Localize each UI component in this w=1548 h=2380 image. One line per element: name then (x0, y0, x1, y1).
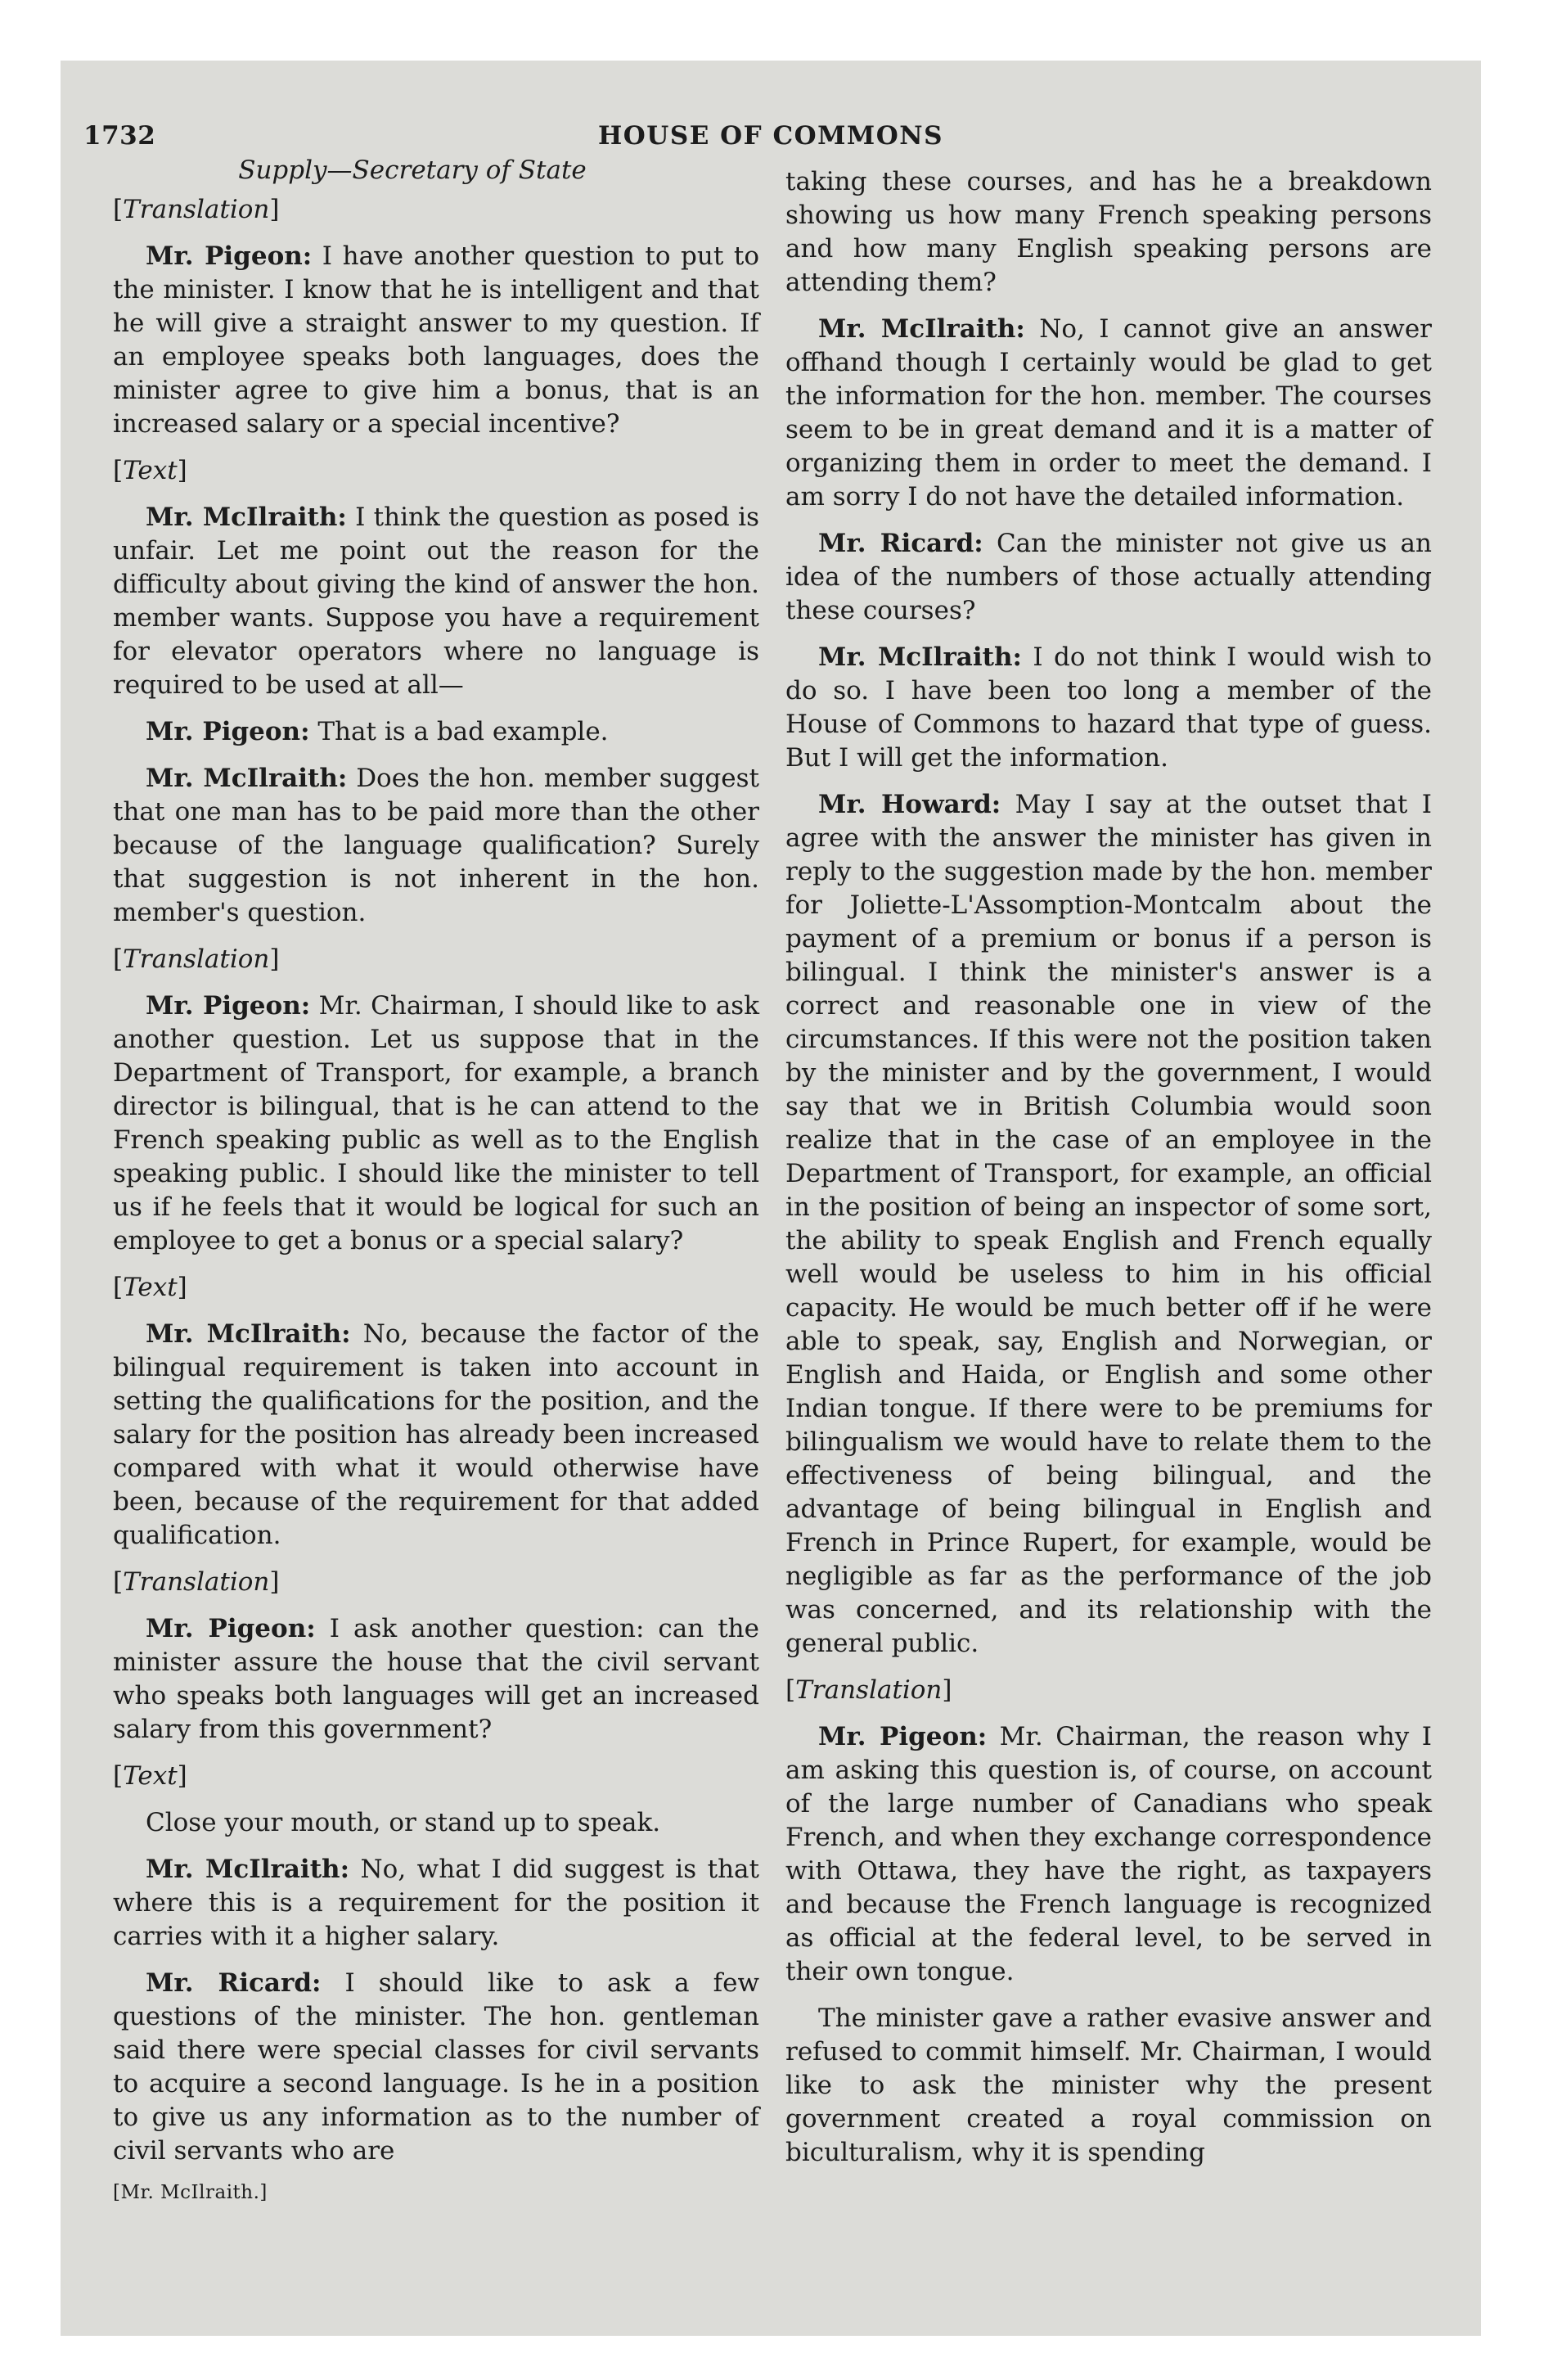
paragraph (113, 1612, 759, 1747)
speech-text: That is a bad example. (309, 717, 609, 746)
speech-text: I think the question as posed is unfair. Let me point out the reason for the difficulty about giving the kind of answer the hon. member wants. Suppose you have a requirement for elevator operators where no language is required to be used at all— (113, 503, 759, 700)
paragraph (113, 1853, 759, 1954)
language-tag: [Text] (113, 1761, 187, 1791)
speech-text: No, because the factor of the bilingual requirement is taken into account in setting the qualifications for the position, and the salary for the position has already been increased compared with what it would otherwise have been, because of the requirement for that added qualification. (113, 1319, 759, 1550)
speech-text: No, I cannot give an answer offhand though I certainly would be glad to get the information for the hon. member. The courses seem to be in great demand and it is a matter of organizing them in order to meet the demand. I am sorry I do not have the detailed information. (785, 314, 1432, 512)
paragraph (785, 527, 1432, 628)
paragraph (113, 501, 759, 702)
language-tag: [Translation] (113, 1567, 280, 1597)
section-title: Supply—Secretary of State (238, 156, 587, 185)
speaker-name: Mr. McIlraith: (146, 503, 347, 532)
paragraph (785, 641, 1432, 775)
speaker-name: Mr. Pigeon: (818, 1722, 988, 1751)
page-sheet (61, 61, 1481, 2336)
paragraph: taking these courses, and has he a breakdown showing us how many French speaking persons and how many English speaking persons are attending them? (785, 167, 1432, 297)
paragraph: The minister gave a rather evasive answer and refused to commit himself. Mr. Chairman, I would like to ask the minister why the present government created a royal commission on biculturalism, why it is spending (785, 2004, 1432, 2167)
speech-text: Can the minister not give us an idea of the numbers of those actually attending these courses? (785, 529, 1432, 625)
language-tag: [Translation] (113, 195, 280, 224)
speaker-name: Mr. Ricard: (146, 1968, 322, 1998)
speaker-name: Mr. Ricard: (818, 529, 983, 558)
speech-text: I have another question to put to the minister. I know that he is intelligent and that he will give a straight answer to my question. If an employee speaks both languages, does the minister agree to give him a bonus, that is an increased salary or a special incentive? (113, 241, 760, 439)
speech-text: I should like to ask a few questions of the minister. The hon. gentleman said there were special classes for civil servants to acquire a second language. Is he in a position to give us any information as to the number of civil servants who are (113, 1968, 760, 2166)
paragraph (113, 1318, 759, 1553)
paragraph: Close your mouth, or stand up to speak. (146, 1808, 661, 1837)
paragraph (785, 788, 1432, 1661)
speaker-name: Mr. Howard: (818, 790, 1001, 819)
paragraph (113, 715, 759, 749)
speaker-name: Mr. McIlraith: (818, 642, 1022, 672)
paragraph (113, 762, 759, 930)
right-column (785, 165, 1432, 2183)
language-tag: [Text] (113, 1273, 187, 1302)
speech-text: May I say at the outset that I agree with the answer the minister has given in reply to the suggestion made by the hon. member for Joliette-L'Assomption-Montcalm about the payment of a premium or bonus if a person is bilingual. I think the minister's answer is a correct and reasonable one in view of the circumstances. If this were not the position taken by the minister and by the government, I would say that we in British Columbia would soon realize that in the case of an employee in the Department of Transport, for example, an official in the position of being an inspector of some sort, the ability to speak English and French equally well would be useless to him in his official capacity. He would be much better off if he were able to speak, say, English and Norwegian, or English and Haida, or English and some other Indian tongue. If there were to be premiums for bilingualism we would have to relate them to the effectiveness of being bilingual, and the advantage of being bilingual in English and French in Prince Rupert, for example, would be negligible as far as the performance of the job was concerned, and its relationship with the general public. (785, 790, 1432, 1658)
speaker-name: Mr. McIlraith: (146, 1855, 350, 1884)
speaker-name: Mr. Pigeon: (146, 241, 313, 271)
speaker-name: Mr. McIlraith: (818, 314, 1025, 344)
speech-text: I do not think I would wish to do so. I have been too long a member of the House of Commons to hazard that type of guess. But I will get the information. (785, 642, 1432, 773)
speech-text: Mr. Chairman, I should like to ask another question. Let us suppose that in the Department of Transport, for example, a branch director is bilingual, that is he can attend to the French speaking public as well as to the English speaking public. I should like the minister to tell us if he feels that it would be logical for such an employee to get a bonus or a special salary? (113, 991, 759, 1255)
language-tag: [Text] (113, 456, 187, 485)
speech-text: I ask another question: can the minister assure the house that the civil servant who speaks both languages will get an increased salary from this government? (113, 1614, 759, 1744)
paragraph (113, 989, 759, 1258)
paragraph (785, 1720, 1432, 1989)
language-tag: [Translation] (113, 944, 280, 974)
speech-text: Mr. Chairman, the reason why I am asking this question is, of course, on account of the large number of Canadians who speak French, and when they exchange correspondence with Ottawa, they have the right, as taxpayers and because the French language is recognized as official at the federal level, to be served in their own tongue. (785, 1722, 1432, 1986)
page-number: 1732 (83, 121, 156, 151)
speech-text: Does the hon. member suggest that one man has to be paid more than the other because of the language qualification? Surely that suggestion is not inherent in the hon. member's question. (113, 764, 759, 927)
speaker-name: Mr. McIlraith: (146, 1319, 351, 1349)
speaker-name: Mr. Pigeon: (146, 717, 310, 746)
speaker-name: Mr. McIlraith: (146, 764, 348, 793)
paragraph (785, 313, 1432, 514)
left-column (113, 193, 759, 2181)
footer-note: [Mr. McIlraith.] (113, 2182, 268, 2203)
speaker-name: Mr. Pigeon: (146, 1614, 316, 1643)
paragraph (113, 1967, 759, 2168)
speaker-name: Mr. Pigeon: (146, 991, 311, 1021)
language-tag: [Translation] (785, 1675, 952, 1705)
speech-text: No, what I did suggest is that where this is a requirement for the position it carries with it a higher salary. (113, 1855, 759, 1951)
paragraph (113, 240, 759, 441)
running-head: HOUSE OF COMMONS (598, 121, 943, 151)
